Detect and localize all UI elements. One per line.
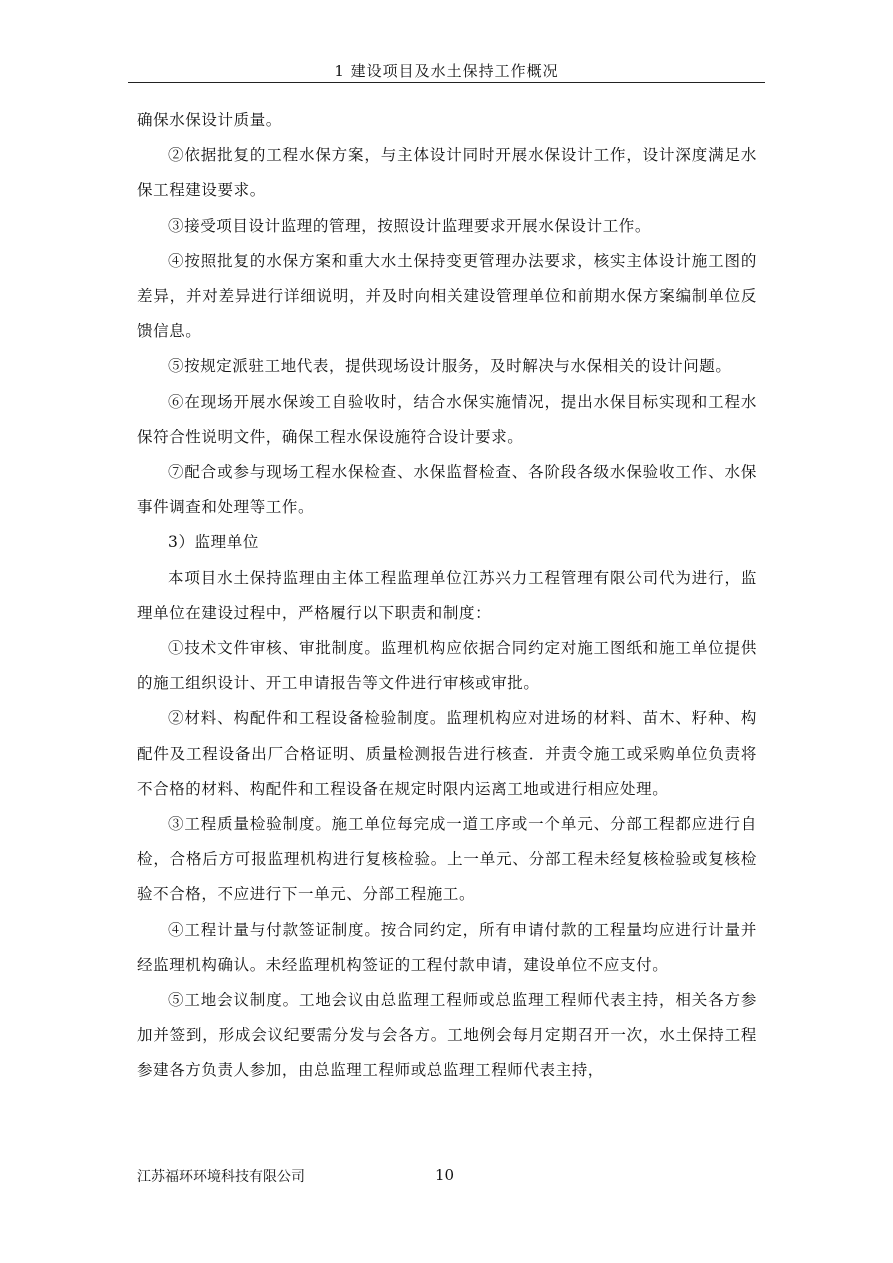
section-heading: 3）监理单位 bbox=[168, 533, 259, 552]
paragraph: 本项目水土保持监理由主体工程监理单位江苏兴力工程管理有限公司代为进行，监理单位在建设过程中，严格履行以下职责和制度： bbox=[137, 568, 757, 622]
header-divider bbox=[128, 82, 765, 83]
document-body bbox=[137, 103, 757, 1089]
paragraph: ⑦配合或参与现场工程水保检查、水保监督检查、各阶段各级水保验收工作、水保事件调查和处理等工作。 bbox=[137, 463, 757, 517]
paragraph: ⑤按规定派驻工地代表，提供现场设计服务，及时解决与水保相关的设计问题。 bbox=[168, 357, 732, 376]
paragraph: ④按照批复的水保方案和重大水土保持变更管理办法要求，核实主体设计施工图的差异，并对差异进行详细说明，并及时向相关建设管理单位和前期水保方案编制单位反馈信息。 bbox=[137, 251, 757, 341]
paragraph: ⑤工地会议制度。工地会议由总监理工程师或总监理工程师代表主持，相关各方参加并签到，形成会议纪要需分发与会各方。工地例会每月定期召开一次，水土保持工程参建各方负责人参加，由总监理工程师或总监理工程师代表主持， bbox=[137, 991, 757, 1080]
paragraph: ②材料、构配件和工程设备检验制度。监理机构应对进场的材料、苗木、籽种、构配件及工程设备出厂合格证明、质量检测报告进行核查．并责令施工或采购单位负责将不合格的材料、构配件和工程设备在规定时限内运离工地或进行相应处理。 bbox=[137, 709, 757, 798]
paragraph: 确保水保设计质量。 bbox=[137, 111, 282, 129]
page-header-title: 1 建设项目及水土保持工作概况 bbox=[334, 62, 559, 80]
paragraph: ①技术文件审核、审批制度。监理机构应依据合同约定对施工图纸和施工单位提供的施工组织设计、开工申请报告等文件进行审核或审批。 bbox=[137, 639, 757, 693]
paragraph: ②依据批复的工程水保方案，与主体设计同时开展水保设计工作，设计深度满足水保工程建设要求。 bbox=[137, 146, 757, 200]
paragraph: ③接受项目设计监理的管理，按照设计监理要求开展水保设计工作。 bbox=[168, 216, 652, 235]
footer-company-name: 江苏福环环境科技有限公司 bbox=[137, 1169, 305, 1185]
paragraph: ③工程质量检验制度。施工单位每完成一道工序或一个单元、分部工程都应进行自检，合格后方可报监理机构进行复核检验。上一单元、分部工程未经复核检验或复核检验不合格，不应进行下一单元、分部工程施工。 bbox=[137, 815, 757, 904]
page-number: 10 bbox=[435, 1166, 455, 1184]
paragraph: ④工程计量与付款签证制度。按合同约定，所有申请付款的工程量均应进行计量并经监理机构确认。未经监理机构签证的工程付款申请，建设单位不应支付。 bbox=[137, 920, 757, 974]
paragraph: ⑥在现场开展水保竣工自验收时，结合水保实施情况，提出水保目标实现和工程水保符合性说明文件，确保工程水保设施符合设计要求。 bbox=[137, 392, 757, 446]
